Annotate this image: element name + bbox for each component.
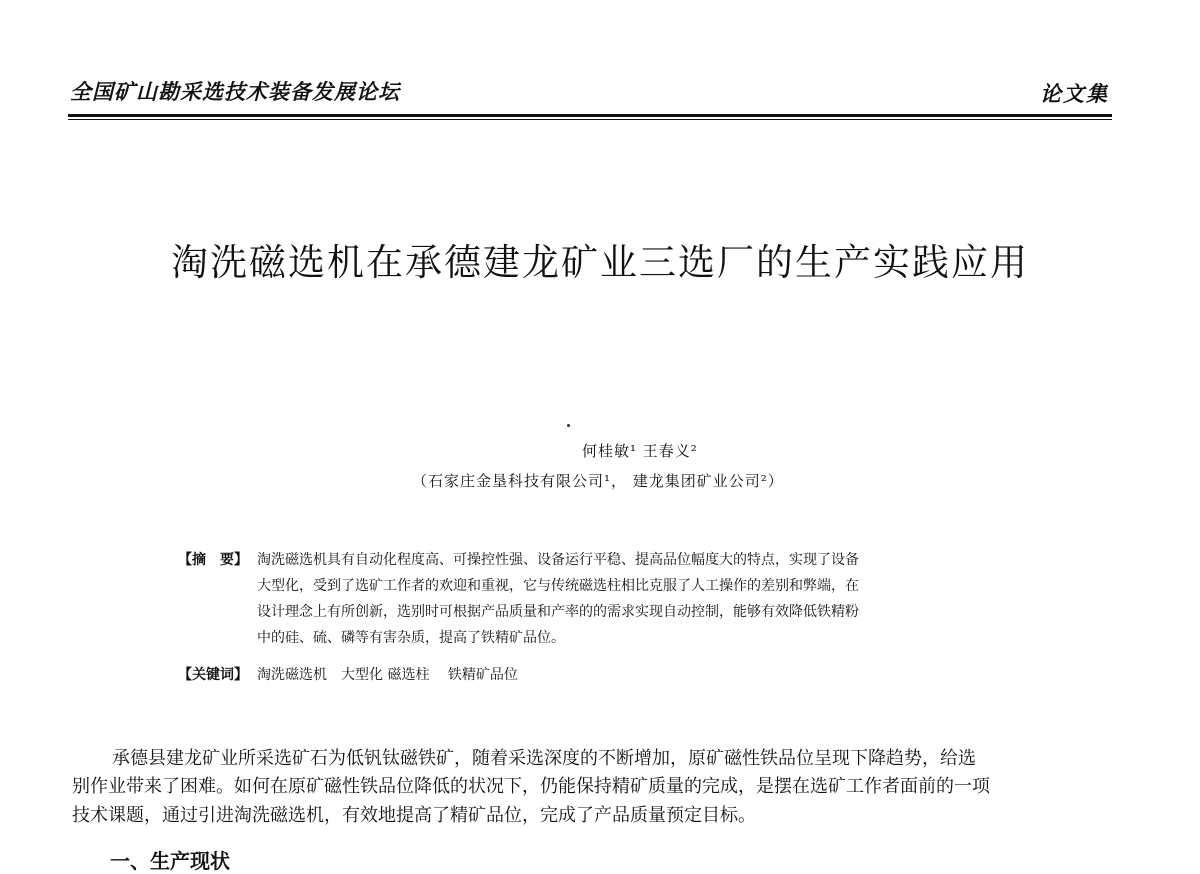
paper-title: 淘洗磁选机在承德建龙矿业三选厂的生产实践应用: [171, 241, 1029, 284]
section-heading: 一、生产现状: [110, 849, 230, 873]
journal-header-section: 论文集: [1040, 82, 1109, 106]
header-rule-thin: [68, 119, 1112, 120]
abstract-line: 设计理念上有所创新，选别时可根据产品质量和产率的的需求实现自动控制，能够有效降低铁精粉: [257, 604, 859, 620]
abstract-line: 中的硅、硫、磷等有害杂质，提高了铁精矿品位。: [257, 630, 565, 646]
keywords-label: 【关键词】: [178, 667, 248, 683]
abstract-line: 大型化，受到了选矿工作者的欢迎和重视，它与传统磁选柱相比克服了人工操作的差别和弊端，在: [257, 578, 859, 594]
abstract-line: 淘洗磁选机具有自动化程度高、可操控性强、设备运行平稳、提高品位幅度大的特点，实现了设备: [257, 552, 859, 568]
body-paragraph-line: 别作业带来了困难。如何在原矿磁性铁品位降低的状况下，仍能保持精矿质量的完成，是摆在选矿工作者面前的一项: [72, 776, 990, 797]
abstract-label: 【摘 要】: [178, 552, 248, 568]
journal-header-title: 全国矿山勘采选技术装备发展论坛: [70, 80, 400, 104]
body-paragraph-line: 承德县建龙矿业所采选矿石为低钒钛磁铁矿，随着采选深度的不断增加，原矿磁性铁品位呈现下降趋势，给选: [112, 748, 976, 769]
keywords-text: 淘洗磁选机 大型化 磁选柱 铁精矿品位: [257, 667, 518, 683]
affiliations: （石家庄金垦科技有限公司¹， 建龙集团矿业公司²）: [412, 472, 784, 490]
body-paragraph-line: 技术课题，通过引进淘洗磁选机，有效地提高了精矿品位，完成了产品质量预定目标。: [72, 805, 756, 826]
author-list: 何桂敏¹ 王春义²: [582, 442, 698, 460]
scan-speck: [567, 424, 570, 427]
header-rule: [68, 114, 1112, 117]
